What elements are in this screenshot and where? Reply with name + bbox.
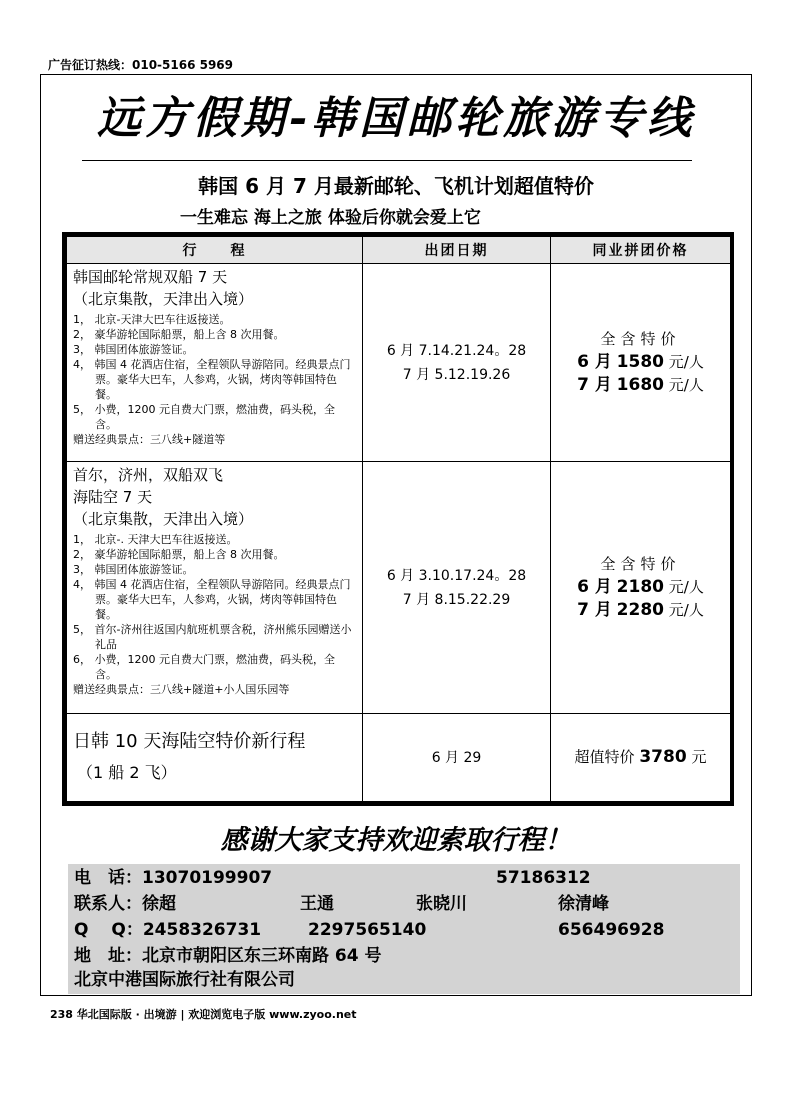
price-unit: 元/人 xyxy=(668,376,704,394)
price-cell xyxy=(551,462,731,714)
contact-person: 徐超 xyxy=(142,894,176,914)
price-prefix: 超值特价 xyxy=(574,748,635,766)
route-name-line2: 海陆空 7 天 xyxy=(73,488,153,506)
slogan: 一生难忘 海上之旅 体验后你就会爱上它 xyxy=(180,208,481,228)
qq-number: 2297565140 xyxy=(308,920,427,940)
price-cell xyxy=(551,714,731,802)
contact-person: 徐清峰 xyxy=(558,894,609,914)
price-amount: 2280 xyxy=(616,600,664,620)
subtitle: 韩国 6 月 7 月最新邮轮、飞机计划超值特价 xyxy=(198,174,594,198)
date-line: 7 月 8.15.22.29 xyxy=(402,591,511,608)
price-cell xyxy=(551,264,731,462)
page-title: 远方假期-韩国邮轮旅游专线 xyxy=(96,93,696,144)
address-row xyxy=(74,944,382,970)
price-amount: 3780 xyxy=(639,747,687,767)
route-item: 1， 北京-天津大巴车往返接送。 xyxy=(73,313,231,326)
phone-number: 13070199907 xyxy=(142,868,273,888)
phone-row xyxy=(74,866,272,892)
qq-label: Q Q： xyxy=(74,920,143,940)
price-label: 全含特价 xyxy=(600,555,681,573)
price-amount: 1580 xyxy=(616,352,664,372)
price-unit: 元/人 xyxy=(668,578,704,596)
contact-person: 张晓川 xyxy=(416,894,467,914)
people-label: 联系人： xyxy=(74,894,142,914)
ad-hotline: 广告征订热线：010-5166 5969 xyxy=(48,58,234,72)
route-item: 2， 豪华游轮国际船票，船上含 8 次用餐。 xyxy=(73,548,285,561)
route-item: 4， 韩国 4 花酒店住宿，全程领队导游陪同。经典景点门票。豪华大巴车，人参鸡，火锅，烤肉等韩国特色餐。 xyxy=(73,358,351,401)
route-cell xyxy=(67,714,363,802)
col-header-price: 同业拼团价格 xyxy=(551,237,731,264)
price-unit: 元/人 xyxy=(668,601,704,619)
price-line xyxy=(552,599,729,622)
route-extra: 赠送经典景点：三八线+隧道+小人国乐园等 xyxy=(73,683,290,696)
price-unit: 元 xyxy=(691,748,707,766)
table-row xyxy=(67,462,731,714)
route-note: （1 船 2 飞） xyxy=(77,762,177,782)
price-month: 7 月 xyxy=(577,600,612,620)
dates-cell xyxy=(363,462,551,714)
qq-row xyxy=(74,918,261,944)
qq-number: 2458326731 xyxy=(142,920,262,940)
route-item: 2， 豪华游轮国际船票，船上含 8 次用餐。 xyxy=(73,328,285,341)
address-label: 地 址： xyxy=(74,946,142,966)
route-extra: 赠送经典景点：三八线+隧道等 xyxy=(73,433,226,446)
route-cell xyxy=(67,264,363,462)
price-month: 6 月 xyxy=(577,352,612,372)
date-line: 6 月 29 xyxy=(431,749,482,766)
price-unit: 元/人 xyxy=(668,353,704,371)
route-item: 3， 韩国团体旅游签证。 xyxy=(73,563,194,576)
title-divider xyxy=(82,160,692,161)
contacts-row xyxy=(74,892,176,918)
route-name: 日韩 10 天海陆空特价新行程 xyxy=(73,730,306,752)
dates-cell xyxy=(363,264,551,462)
route-note: （北京集散，天津出入境） xyxy=(73,290,254,308)
price-line xyxy=(552,746,729,769)
table-row xyxy=(67,264,731,462)
price-amount: 1680 xyxy=(616,375,664,395)
company-name: 北京中港国际旅行社有限公司 xyxy=(74,970,295,990)
route-item: 5， 小费，1200 元自费大门票，燃油费，码头税，全含。 xyxy=(73,403,335,431)
dates-cell xyxy=(363,714,551,802)
route-item: 1， 北京-. 天津大巴车往返接送。 xyxy=(73,533,238,546)
date-line: 6 月 7.14.21.24。28 xyxy=(386,342,527,359)
page-footer: 238 华北国际版 · 出境游 | 欢迎浏览电子版 www.zyoo.net xyxy=(50,1008,357,1021)
price-line xyxy=(552,351,729,374)
thanks-banner: 感谢大家支持欢迎索取行程！ xyxy=(220,825,572,856)
route-items xyxy=(73,532,356,697)
date-line: 6 月 3.10.17.24。28 xyxy=(386,567,527,584)
route-name: 首尔，济州，双船双飞 xyxy=(73,466,224,484)
route-note: （北京集散，天津出入境） xyxy=(73,510,254,528)
col-header-dates: 出团日期 xyxy=(363,237,551,264)
contact-box xyxy=(68,864,740,994)
address-value: 北京市朝阳区东三环南路 64 号 xyxy=(142,946,382,966)
price-line xyxy=(552,576,729,599)
price-line xyxy=(552,374,729,397)
price-month: 7 月 xyxy=(577,375,612,395)
price-table xyxy=(62,232,734,806)
price-month: 6 月 xyxy=(577,577,612,597)
price-label: 全含特价 xyxy=(600,330,681,348)
phone-number-2: 57186312 xyxy=(496,868,591,888)
route-item: 6， 小费，1200 元自费大门票，燃油费，码头税，全含。 xyxy=(73,653,335,681)
route-item: 5， 首尔-济州往返国内航班机票含税，济州熊乐园赠送小礼品 xyxy=(73,623,352,651)
col-header-route: 行 程 xyxy=(67,237,363,264)
price-amount: 2180 xyxy=(616,577,664,597)
table-header-row xyxy=(67,237,731,264)
qq-number: 656496928 xyxy=(558,920,665,940)
route-item: 3， 韩国团体旅游签证。 xyxy=(73,343,194,356)
route-cell xyxy=(67,462,363,714)
date-line: 7 月 5.12.19.26 xyxy=(402,366,511,383)
route-name: 韩国邮轮常规双船 7 天 xyxy=(73,268,228,286)
route-items xyxy=(73,312,356,447)
table-row xyxy=(67,714,731,802)
route-item: 4， 韩国 4 花酒店住宿，全程领队导游陪同。经典景点门票。豪华大巴车，人参鸡，火锅，烤肉等韩国特色餐。 xyxy=(73,578,351,621)
contact-person: 王通 xyxy=(300,894,334,914)
phone-label: 电 话： xyxy=(74,868,142,888)
